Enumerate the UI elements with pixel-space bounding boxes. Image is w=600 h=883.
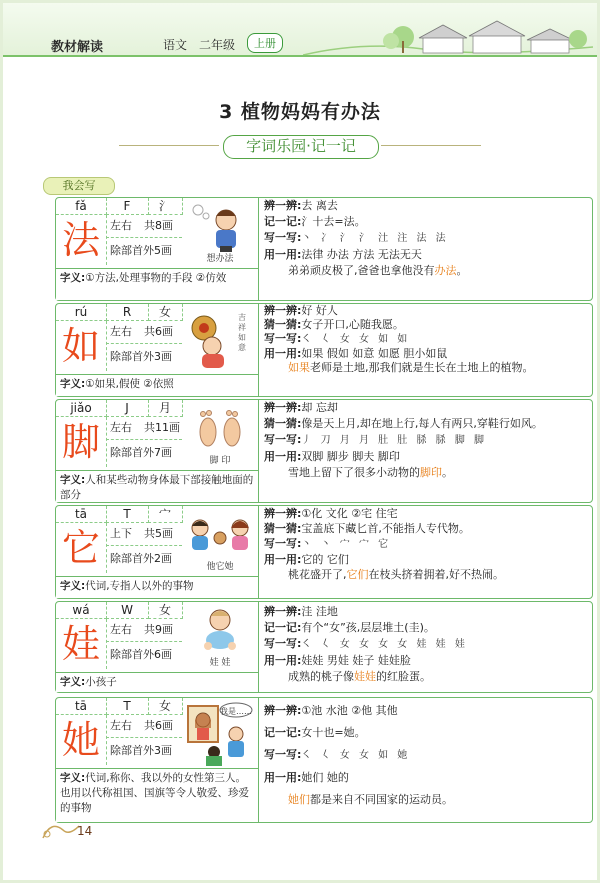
memorize-label: 记一记: [264,621,302,634]
page-number: 14 [77,824,93,838]
character: 她 [56,715,107,765]
char-card-jiao [55,399,593,503]
structure-info [106,523,182,546]
initial-letter: F [106,198,149,215]
portrait-illustration [184,700,256,764]
thinking-boy-illustration [184,200,256,264]
radical-note: 除部首外5画 [110,244,172,257]
distinguish-label: 辨一辨: [264,199,302,212]
char-card-fa [55,197,593,301]
initial-letter: T [106,698,149,715]
stroke-order: ㇛ 𡿨 女 女 如 她 [301,750,411,761]
distinguish-text: ①池 水池 ②他 其他 [301,704,398,717]
stroke-order: 丿 刀 月 月 肚 肚 脎 脎 脚 脚 [301,435,488,446]
write-label: 写一写: [264,537,302,550]
svg-text:吉: 吉 [238,313,246,322]
grade-label: 二年级 [199,38,236,52]
meaning-text: 人和某些动物身体最下部接触地面的部分 [60,474,254,501]
example-sentence: 如果老师是土地,那我们就是生长在土地上的植物。 [288,361,534,374]
radical-note: 除部首外3画 [110,350,172,363]
svg-text:如: 如 [238,333,246,342]
baby-illustration [184,604,256,668]
banner-rule-right [381,145,481,146]
meaning-label: 字义: [60,272,86,284]
guess-text: 女子开口,心随我愿。 [301,318,404,331]
distinguish-text: 洼 洼地 [301,605,338,618]
meaning-text: ①方法,处理事物的手段 ②仿效 [85,272,227,284]
char-info-panel [56,602,259,692]
pinyin: rú [56,304,107,321]
radical: 氵 [148,198,183,215]
char-card-ta-it [55,505,593,599]
distinguish-text: 去 离去 [301,199,338,212]
village-scene-illustration [303,11,593,57]
char-info-panel [56,400,259,502]
pinyin: tā [56,506,107,523]
structure: 左右 [110,623,132,636]
page-header [3,3,597,55]
meaning-label: 字义: [60,474,86,486]
structure: 左右 [110,421,132,434]
distinguish-label: 辨一辨: [264,704,302,717]
subject-label: 语文 [163,38,188,52]
banner-rule-left [119,145,219,146]
baby-icon [184,306,256,370]
memorize-text: 有个“女”孩,层层堆土(圭)。 [301,621,435,634]
char-info-panel [56,506,259,598]
radical-note: 除部首外6画 [110,648,172,661]
distinguish-text: 却 忘却 [301,401,338,414]
highlight-word: 办法 [434,264,457,277]
example-sentence: 她们都是来自不同国家的运动员。 [288,793,453,806]
guess-text: 像是天上月,却在地上行,每人有两只,穿鞋行如风。 [301,417,543,430]
volume-badge: 上册 [247,33,283,53]
memorize-label: 记一记: [264,726,302,739]
character: 法 [56,215,107,265]
speech-bubble-text: 我是…… [220,707,252,716]
radical: 女 [148,304,183,321]
meaning-label: 字义: [60,580,86,592]
meaning-text: ①如果,假使 ②依照 [85,378,174,390]
memorize-label: 记一记: [264,215,302,228]
usage-panel [264,304,588,375]
structure: 上下 [110,527,132,540]
pic-caption: 想办法 [206,254,234,264]
stroke-order: 丶 丶 宀 宀 它 [301,539,392,550]
example-sentence: 桃花盛开了,它们在枝头挤着拥着,好不热闹。 [288,568,504,581]
radical: 女 [148,698,183,715]
structure: 左右 [110,219,132,232]
svg-text:意: 意 [238,343,246,352]
use-label: 用一用: [264,553,302,566]
stroke-order: ㇛ 𡿨 女 女 如 如 [301,334,411,345]
structure: 左右 [110,719,132,732]
structure-info [106,619,182,642]
three-kids-illustration [184,508,256,572]
write-label: 写一写: [264,637,302,650]
lucky-baby-illustration [184,306,256,370]
radical-note: 除部首外3画 [110,744,172,757]
char-info-panel [56,698,259,822]
radical: 宀 [148,506,183,523]
pinyin: wá [56,602,107,619]
distinguish-label: 辨一辨: [264,605,302,618]
pinyin: fǎ [56,198,107,215]
use-label: 用一用: [264,450,302,463]
header-rule [3,55,597,57]
write-label: 写一写: [264,332,302,345]
radical: 月 [148,400,183,417]
usage-panel [264,698,588,811]
meaning-text: 代词,专指人以外的事物 [85,580,194,592]
guess-text: 宝盖底下藏匕首,不能指人专代物。 [301,522,470,535]
meaning-row [56,672,258,692]
char-card-ru [55,303,593,397]
meaning-row [56,576,258,598]
use-words: 它的 它们 [301,553,349,566]
memorize-text: 女十也=她。 [301,726,366,739]
radical: 女 [148,602,183,619]
character: 它 [56,523,107,573]
highlight-word: 娃娃 [354,670,376,683]
stroke-count: 共9画 [144,623,173,636]
meaning-label: 字义: [60,772,86,784]
highlight-word: 如果 [288,361,310,374]
svg-text:祥: 祥 [238,323,246,332]
meaning-row [56,470,258,502]
memorize-text: 氵十去=法。 [301,215,366,228]
footprint-icon [184,402,256,454]
meaning-row [56,768,258,822]
example-sentence: 雪地上留下了很多小动物的脚印。 [288,466,453,479]
boy-icon [184,200,256,252]
distinguish-label: 辨一辨: [264,401,302,414]
use-words: 如果 假如 如意 如愿 胆小如鼠 [301,347,448,360]
lesson-title: 3 植物妈妈有办法 [219,101,381,123]
structure: 左右 [110,325,132,338]
usage-panel [264,400,588,481]
meaning-text: 小孩子 [85,676,117,688]
initial-letter: T [106,506,149,523]
usage-panel [264,602,588,685]
character: 脚 [56,417,107,467]
highlight-word: 脚印 [420,466,442,479]
stroke-count: 共8画 [144,219,173,232]
stroke-order: ㇛ 𡿨 女 女 女 女 娃 娃 娃 [301,639,468,650]
distinguish-text: ①化 文化 ②宅 住宅 [301,507,398,520]
meaning-row [56,374,258,396]
write-label: 写一写: [264,748,302,761]
section-tag: 我会写 [43,177,115,195]
meaning-label: 字义: [60,378,86,390]
book-title: 教材解读 [51,40,104,55]
structure-info [106,715,182,738]
char-card-wa [55,601,593,693]
radical-note: 除部首外7画 [110,446,172,459]
stroke-count: 共6画 [144,325,173,338]
kids-icon [184,508,256,560]
char-card-ta-she [55,697,593,823]
meaning-row [56,268,258,300]
initial-letter: J [106,400,149,417]
structure-info [106,417,182,440]
character: 如 [56,321,107,371]
char-info-panel [56,198,259,300]
use-words: 双脚 脚步 脚夫 脚印 [301,450,400,463]
footprint-illustration [184,402,256,466]
guess-label: 猜一猜: [264,522,302,535]
crawling-baby-icon [184,604,256,656]
distinguish-label: 辨一辨: [264,304,302,317]
distinguish-label: 辨一辨: [264,507,302,520]
use-words: 娃娃 男娃 娃子 娃娃脸 [301,654,411,667]
pinyin: jiǎo [56,400,107,417]
use-label: 用一用: [264,248,302,261]
structure-info [106,215,182,238]
initial-letter: W [106,602,149,619]
use-label: 用一用: [264,654,302,667]
pic-caption: 他它她 [206,562,234,572]
pinyin: tā [56,698,107,715]
meaning-label: 字义: [60,676,86,688]
write-label: 写一写: [264,231,302,244]
stroke-count: 共5画 [144,527,173,540]
structure-info [106,321,182,344]
section-banner-row [119,135,481,157]
meaning-text: 代词,称你、我以外的女性第三人。也用以代称祖国、国旗等令人敬爱、珍爱的事物 [60,772,249,814]
use-words: 她们 她的 [301,771,349,784]
guess-label: 猜一猜: [264,417,302,430]
char-info-panel [56,304,259,396]
use-label: 用一用: [264,771,302,784]
radical-note: 除部首外2画 [110,552,172,565]
pic-caption: 娃 娃 [209,658,231,668]
distinguish-text: 好 好人 [301,304,338,317]
stroke-order: 丶 冫 氵 氵 汢 注 法 法 [301,233,449,244]
section-banner: 字词乐园·记一记 [223,135,379,159]
usage-panel [264,506,588,582]
highlight-word: 它们 [346,568,369,581]
write-label: 写一写: [264,433,302,446]
pic-caption: 脚 印 [209,456,231,466]
example-sentence: 弟弟顽皮极了,爸爸也拿他没有办法。 [288,264,468,277]
example-sentence: 成熟的桃子像娃娃的红脸蛋。 [288,670,431,683]
usage-panel [264,198,588,279]
highlight-word: 她们 [288,793,310,806]
stroke-count: 共11画 [144,421,180,434]
use-words: 法律 办法 方法 无法无天 [301,248,422,261]
guess-label: 猜一猜: [264,318,302,331]
character: 娃 [56,619,107,669]
stroke-count: 共6画 [144,719,173,732]
use-label: 用一用: [264,347,302,360]
initial-letter: R [106,304,149,321]
